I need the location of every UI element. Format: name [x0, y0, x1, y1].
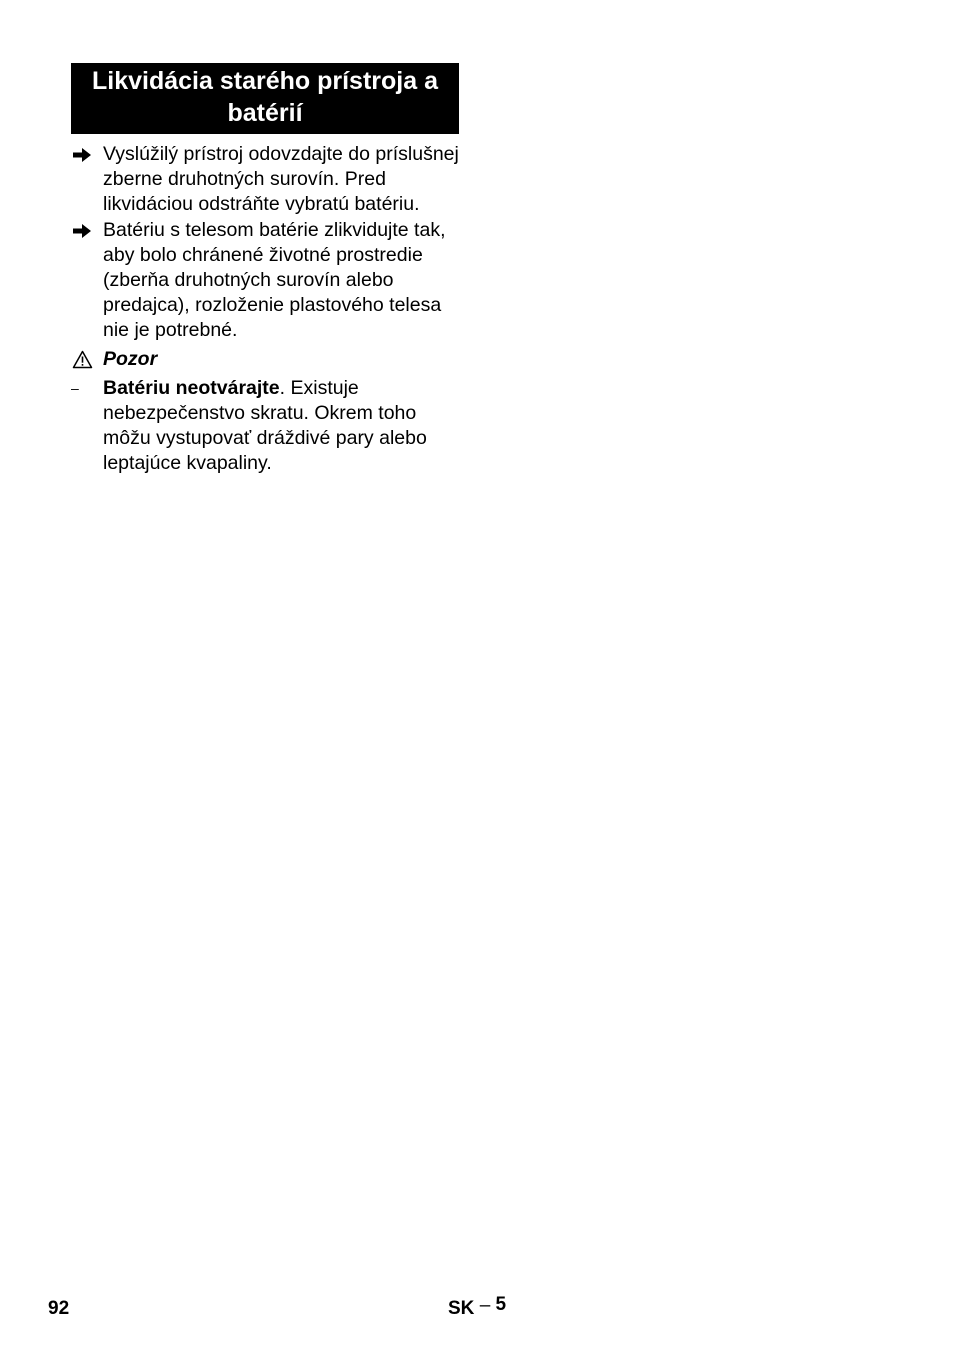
instruction-item — [71, 218, 466, 343]
warning-text: . Existuje nebezpečenstvo skratu. Okrem toho môžu vystupovať dráždivé pary alebo leptajúce kvapaliny. — [103, 377, 427, 474]
instruction-item — [71, 142, 466, 217]
section-heading-line-1: Likvidácia starého prístroja a — [92, 67, 438, 95]
instruction-text: Vyslúžilý prístroj odovzdajte do príslušnej zberne druhotných surovín. Pred likvidáciou odstráňte vybratú batériu. — [103, 143, 459, 215]
page-number: 92 — [48, 1298, 70, 1319]
section-heading — [71, 63, 459, 134]
warning-bold-text: Batériu neotvárajte — [103, 377, 280, 399]
section-heading-line-2: batérií — [227, 99, 303, 127]
warning-triangle-icon — [71, 347, 95, 372]
dash-bullet: – — [71, 380, 79, 396]
instruction-list — [71, 142, 466, 477]
footer-language: SK — [448, 1298, 475, 1319]
footer-separator: – — [479, 1295, 491, 1316]
warning-header — [71, 347, 466, 372]
instruction-text: Batériu s telesom batérie zlikvidujte tak, aby bolo chránené životné prostredie (zberňa druhotných surovín alebo predajca), rozloženie plastového telesa nie je potrebné. — [103, 219, 446, 341]
warning-label: Pozor — [103, 348, 158, 370]
arrow-right-icon — [71, 218, 95, 243]
footer-section-label — [448, 1294, 507, 1321]
arrow-right-icon — [71, 142, 95, 167]
warning-item — [71, 376, 466, 476]
footer-section-page: 5 — [495, 1294, 507, 1315]
